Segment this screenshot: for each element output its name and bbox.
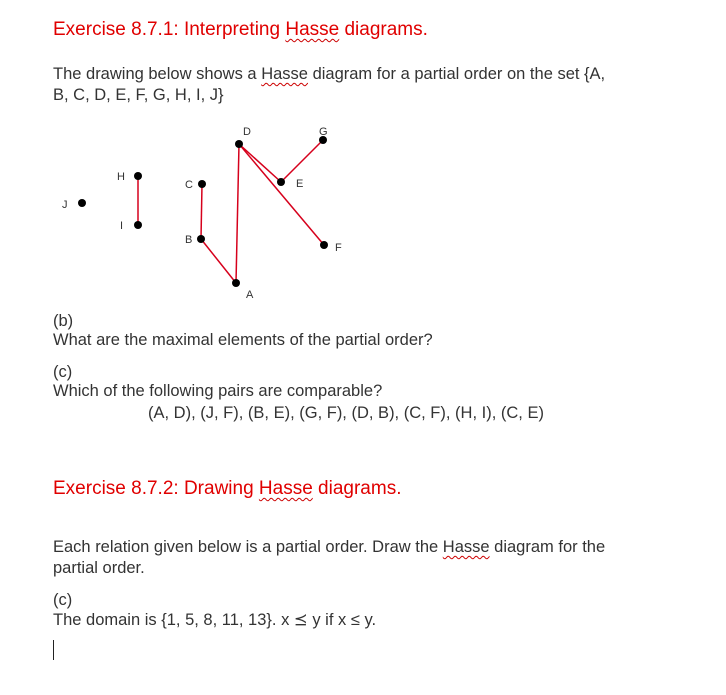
part-c-label: (c) (53, 363, 73, 381)
part-b-label: (b) (53, 312, 74, 330)
hasse-node-label-a: A (246, 289, 254, 301)
hasse-node-b (197, 235, 205, 243)
hasse-node-d (235, 140, 243, 148)
intro-line-2: B, C, D, E, F, G, H, I, J} (53, 86, 224, 104)
hasse-node-e (277, 178, 285, 186)
part-c-question: Which of the following pairs are comparable? (53, 382, 383, 400)
hasse-node-f (320, 241, 328, 249)
hasse-edge-e-g (281, 140, 323, 182)
exercise-8-7-1-title: Exercise 8.7.1: Interpreting Hasse diagrams. (53, 19, 428, 40)
hasse-node-label-h: H (117, 171, 125, 183)
ex2-part-c-text: The domain is {1, 5, 8, 11, 13}. x ⪯ y if x ≤ y. (53, 611, 377, 629)
hasse-node-label-g: G (319, 126, 328, 138)
spellcheck-word: Hasse (285, 19, 340, 40)
hasse-node-label-i: I (120, 220, 124, 232)
ex2-intro-line-1: Each relation given below is a partial order. Draw the Hasse diagram for the (53, 538, 606, 556)
hasse-node-label-f: F (335, 242, 342, 254)
hasse-node-label-e: E (296, 178, 304, 190)
spellcheck-word: Hasse (261, 65, 308, 83)
spellcheck-word: Hasse (442, 538, 490, 556)
hasse-edge-d-e (239, 144, 281, 182)
hasse-node-c (198, 180, 206, 188)
spellcheck-word: Hasse (258, 478, 313, 499)
part-b-question: What are the maximal elements of the partial order? (53, 331, 433, 349)
text-cursor[interactable] (53, 640, 54, 660)
part-c-pairs: (A, D), (J, F), (B, E), (G, F), (D, B), (C, F), (H, I), (C, E) (148, 404, 544, 422)
hasse-node-j (78, 199, 86, 207)
exercise-8-7-2-title: Exercise 8.7.2: Drawing Hasse diagrams. (53, 478, 402, 499)
hasse-edge-d-f (239, 144, 324, 245)
hasse-node-i (134, 221, 142, 229)
hasse-node-label-j: J (62, 199, 68, 211)
hasse-diagram (0, 0, 726, 320)
hasse-node-label-d: D (243, 126, 251, 138)
ex2-part-c-label: (c) (53, 591, 73, 609)
hasse-node-label-c: C (185, 179, 193, 191)
hasse-edge-a-d (236, 144, 239, 283)
hasse-edge-a-b (201, 239, 236, 283)
hasse-node-a (232, 279, 240, 287)
hasse-edge-b-c (201, 184, 202, 239)
hasse-node-h (134, 172, 142, 180)
intro-line-1: The drawing below shows a Hasse diagram for a partial order on the set {A, (53, 65, 606, 83)
hasse-node-label-b: B (185, 234, 193, 246)
ex2-intro-line-2: partial order. (53, 559, 145, 577)
